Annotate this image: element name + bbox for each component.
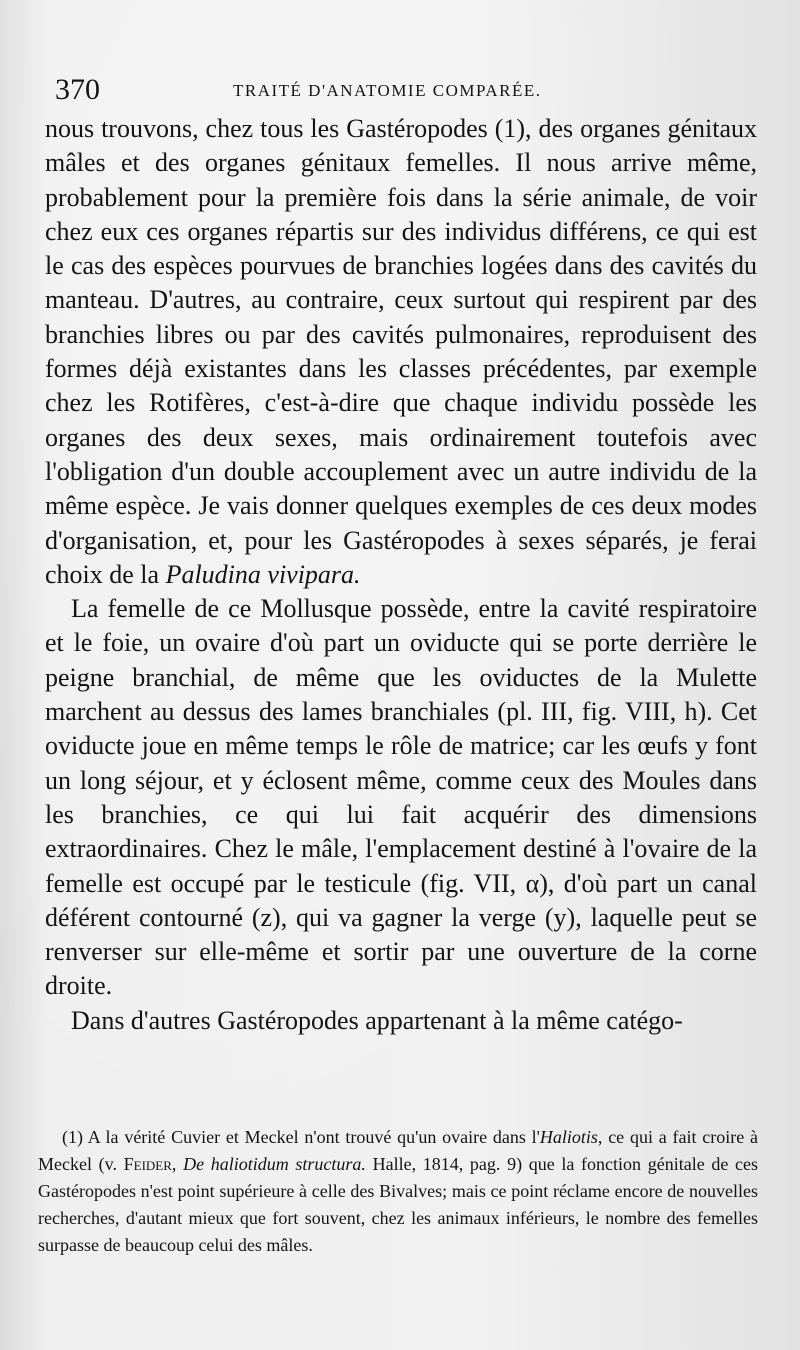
paragraph-1-text: nous trouvons, chez tous les Gastéropodes (1), des organes génitaux mâles et des organes génitaux femelles. Il nous arrive même, probablement pour la première fois dans la série animale, de voir chez eux ces organes répartis sur des individus différens, ce qui est le cas des espèces pourvues de branchies logées dans des cavités du manteau. D'autres, au contraire, ceux surtout qui respirent par des branchies libres ou par des cavités pulmonaires, reproduisent des formes déjà existantes dans les classes précédentes, par exemple chez les Rotifères, c'est-à-dire que chaque individu possède les organes des deux sexes, mais ordinairement toutefois avec l'obligation d'un double accouplement avec un autre individu de la même espèce. Je vais donner quelques exemples de ces deux modes d'organisation, et, pour les Gastéropodes à sexes séparés, je ferai choix de la: [45, 114, 757, 589]
footnote-text-2: , ce qui a fait croire à Meckel (v.: [38, 1127, 758, 1174]
paragraph-2: La femelle de ce Mollusque possède, entre la cavité respiratoire et le foie, un ovaire d'où part un oviducte qui se porte derrière le peigne branchial, de même que les oviductes de la Mulette marchent au dessus des lames branchiales (pl. III, fig. VIII, h). Cet oviducte joue en même temps le rôle de matrice; car les œufs y font un long séjour, et y éclosent même, comme ceux des Moules dans les branchies, ce qui lui fait acquérir des dimensions extraordinaires. Chez le mâle, l'emplacement destiné à l'ovaire de la femelle est occupé par le testicule (fig. VII, α), d'où part un canal déférent contourné (z), qui va gagner la verge (y), laquelle peut se renverser sur elle-même et sortir par une ouverture de la corne droite.: [45, 594, 757, 1001]
footnote-italic-title: De haliotidum structura.: [183, 1154, 366, 1174]
running-title: TRAITÉ D'ANATOMIE COMPARÉE.: [233, 81, 542, 100]
footnote-text-4: Halle, 1814, pag. 9) que la fonction génitale de ces Gastéropodes n'est point supérieure à celle des Bivalves; mais ce point réclame encore de nouvelles recherches, d'autant mieux que fort souvent, chez les animaux inférieurs, le nombre des femelles surpasse de beaucoup celui des mâles.: [38, 1154, 758, 1255]
paragraph-1: [45, 112, 757, 592]
footnotes: [38, 1124, 758, 1259]
paragraph-3: Dans d'autres Gastéropodes appartenant à la même catégo-: [71, 1005, 683, 1035]
footnote-italic-haliotis: Haliotis: [539, 1127, 598, 1147]
species-name: Paludina vivipara.: [165, 559, 361, 589]
footnote-text-3: ,: [171, 1154, 184, 1174]
footnote-author: Feider: [123, 1154, 172, 1174]
main-text: [45, 112, 757, 1038]
page-header: [55, 72, 745, 112]
footnote-1: [38, 1124, 758, 1259]
footnote-text-1: (1) A la vérité Cuvier et Meckel n'ont trouvé qu'un ovaire dans l': [62, 1127, 540, 1147]
page-number: 370: [55, 73, 100, 106]
